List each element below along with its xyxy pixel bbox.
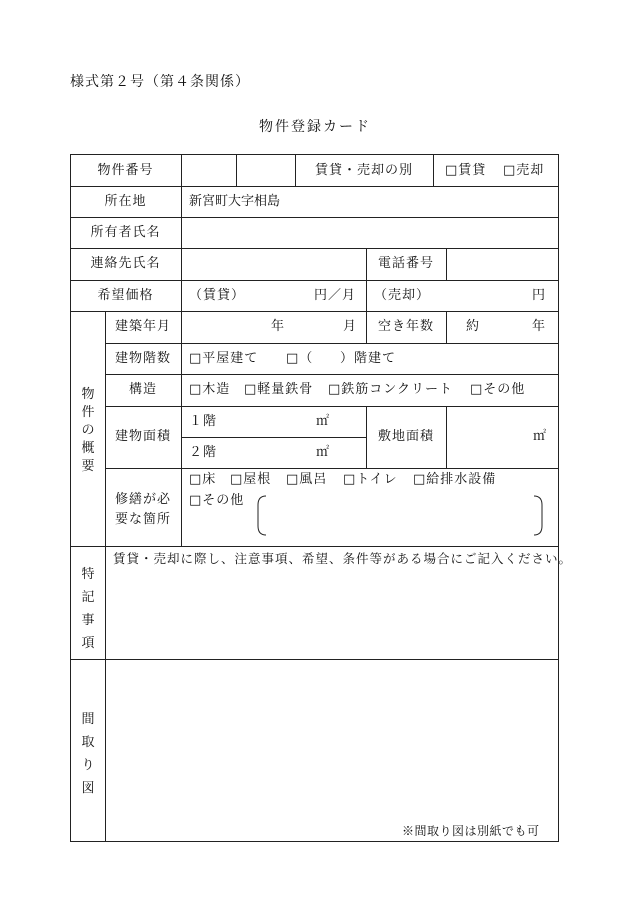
sale-price-prefix: （売却）	[374, 288, 431, 303]
repair-toilet-checkbox[interactable]: □トイレ	[343, 472, 398, 487]
phone-label: 電話番号	[377, 256, 434, 271]
vacant-unit: 年	[532, 319, 546, 334]
structure-other-checkbox[interactable]: □その他	[470, 382, 526, 397]
month-unit: 月	[343, 319, 357, 334]
floor2-label: ２階	[189, 445, 218, 460]
floors-label: 建物階数	[114, 351, 171, 366]
repair-bath-checkbox[interactable]: □風呂	[286, 472, 328, 487]
floors-single-checkbox[interactable]: □平屋建て	[189, 351, 259, 366]
rent-price-unit: 円／月	[314, 288, 357, 303]
notes-instruction: 賃貸・売却に際し、注意事項、希望、条件等がある場合にご記入ください。	[113, 551, 573, 566]
vacant-label: 空き年数	[377, 319, 434, 334]
sale-checkbox[interactable]: □売却	[503, 163, 545, 178]
sale-price-unit: 円	[532, 288, 546, 303]
overview-group-label: 物件の概要	[81, 387, 95, 474]
structure-wood-checkbox[interactable]: □木造	[189, 382, 231, 397]
floors-multi-suffix: ）階建て	[340, 351, 397, 366]
rent-checkbox[interactable]: □賃貸	[445, 163, 487, 178]
contact-label: 連絡先氏名	[90, 256, 161, 271]
price-label: 希望価格	[97, 288, 154, 303]
repair-other-checkbox[interactable]: □その他	[189, 493, 245, 508]
location-value: 新宮町大字相島	[189, 194, 281, 209]
repair-label: 修繕が必要な箇所	[114, 492, 171, 527]
land-area-unit: ㎡	[533, 429, 547, 444]
building-area-label: 建物面積	[114, 429, 171, 444]
notes-label: 特記事項	[81, 567, 95, 651]
bracket-right	[534, 496, 542, 535]
year-unit: 年	[271, 319, 285, 334]
land-area-label: 敷地面積	[377, 429, 434, 444]
floorplan-note: ※間取り図は別紙でも可	[402, 824, 540, 838]
floor2-unit: ㎡	[316, 445, 330, 460]
approx-label: 約	[466, 319, 480, 334]
structure-label: 構造	[128, 382, 157, 397]
repair-roof-checkbox[interactable]: □屋根	[230, 472, 272, 487]
built-label: 建築年月	[114, 319, 171, 334]
repair-floor-checkbox[interactable]: □床	[189, 472, 217, 487]
floors-multi-checkbox[interactable]: □（	[286, 351, 314, 366]
rent-price-prefix: （賃貸）	[189, 288, 246, 303]
structure-rc-checkbox[interactable]: □鉄筋コンクリート	[328, 382, 454, 397]
repair-plumbing-checkbox[interactable]: □給排水設備	[413, 472, 497, 487]
location-label: 所在地	[104, 194, 147, 209]
floorplan-label: 間取り図	[81, 712, 95, 796]
floor1-unit: ㎡	[316, 414, 330, 429]
floor1-label: １階	[189, 414, 218, 429]
structure-light-steel-checkbox[interactable]: □軽量鉄骨	[244, 382, 314, 397]
form-number: 様式第２号（第４条関係）	[70, 74, 250, 90]
owner-label: 所有者氏名	[90, 225, 161, 240]
page-title: 物件登録カード	[259, 119, 371, 135]
rent-sale-label: 賃貸・売却の別	[314, 163, 413, 178]
bracket-left	[258, 496, 266, 535]
property-number-label: 物件番号	[97, 163, 154, 178]
